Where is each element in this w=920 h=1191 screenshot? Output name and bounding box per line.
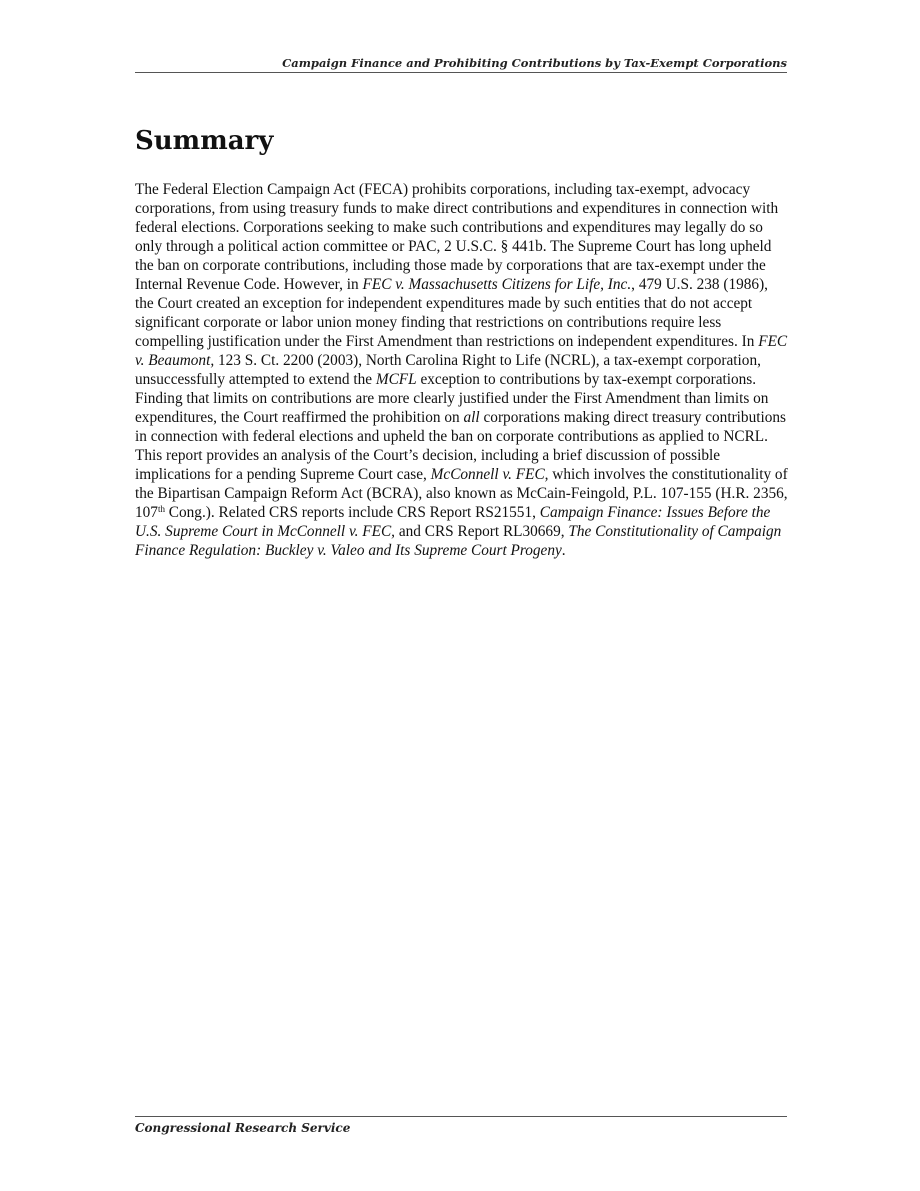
report-title-rl30669: The Constitutionality of Campaign Finance Regulation: Buckley v. Valeo and Its Supreme Court Progeny xyxy=(135,523,782,559)
text-run: which involves the constitutionality of the Bipartisan Campaign Reform Act (BCRA), also known as McCain-Feingold, P.L. 107-155 (H.R. 2356, 107 xyxy=(135,466,788,521)
case-name-fec-v-mcfl: FEC v. Massachusetts Citizens for Life, Inc. xyxy=(362,276,632,293)
text-run: exception to contributions by tax-exempt corporations. Finding that limits on contributions are more clearly justified under the First Amendment than limits on expenditures, the Court reaffirmed the prohibition on xyxy=(135,371,769,426)
text-run: . xyxy=(561,542,566,559)
running-header: Campaign Finance and Prohibiting Contributions by Tax-Exempt Corporations xyxy=(282,56,787,70)
summary-heading: Summary xyxy=(135,126,274,156)
header-rule xyxy=(135,72,787,73)
text-run: corporations making direct treasury contributions in connection with federal elections and upheld the ban on corporate contributions as applied to NCRL. This report provides an analysis of the Court’s decision, including a brief discussion of possible implications for a pending Supreme Court case, xyxy=(135,409,786,483)
text-run: Cong.). Related CRS reports include CRS Report RS21551, xyxy=(164,504,540,521)
text-run: and CRS Report RL30669, xyxy=(395,523,569,540)
text-run: , 479 U.S. 238 (1986), the Court created an exception for independent expenditures made by such entities that do not accept significant corporate or labor union money finding that restrictions on contributions require less compelling justification under the First Amendment than restrictions on independent expenditures. In xyxy=(135,276,768,350)
report-title-rs21551: Campaign Finance: Issues Before the U.S. Supreme Court in McConnell v. FEC, xyxy=(135,504,771,540)
footer-rule xyxy=(135,1116,787,1117)
text-run: The Federal Election Campaign Act (FECA) prohibits corporations, including tax-exempt, advocacy corporations, from using treasury funds to make direct contributions and expenditures in connection with federal elections. Corporations seeking to make such contributions and expenditures may legally do so only through a political action committee or PAC, 2 U.S.C. § 441b. The Supreme Court has long upheld the ban on corporate contributions, including those made by corporations that are tax-exempt under the Internal Revenue Code. However, in xyxy=(135,181,779,293)
text-run: 123 S. Ct. 2200 (2003), North Carolina Right to Life (NCRL), a tax-exempt corporation, unsuccessfully attempted to extend the xyxy=(135,352,761,388)
summary-paragraph xyxy=(135,180,790,560)
footer-publisher: Congressional Research Service xyxy=(135,1121,351,1135)
case-name-fec-v-beaumont: FEC v. Beaumont, xyxy=(135,333,788,369)
ordinal-superscript: th xyxy=(157,504,165,514)
term-mcfl: MCFL xyxy=(375,371,417,388)
case-name-mcconnell: McConnell v. FEC, xyxy=(430,466,549,483)
emphasis-all: all xyxy=(463,409,480,426)
